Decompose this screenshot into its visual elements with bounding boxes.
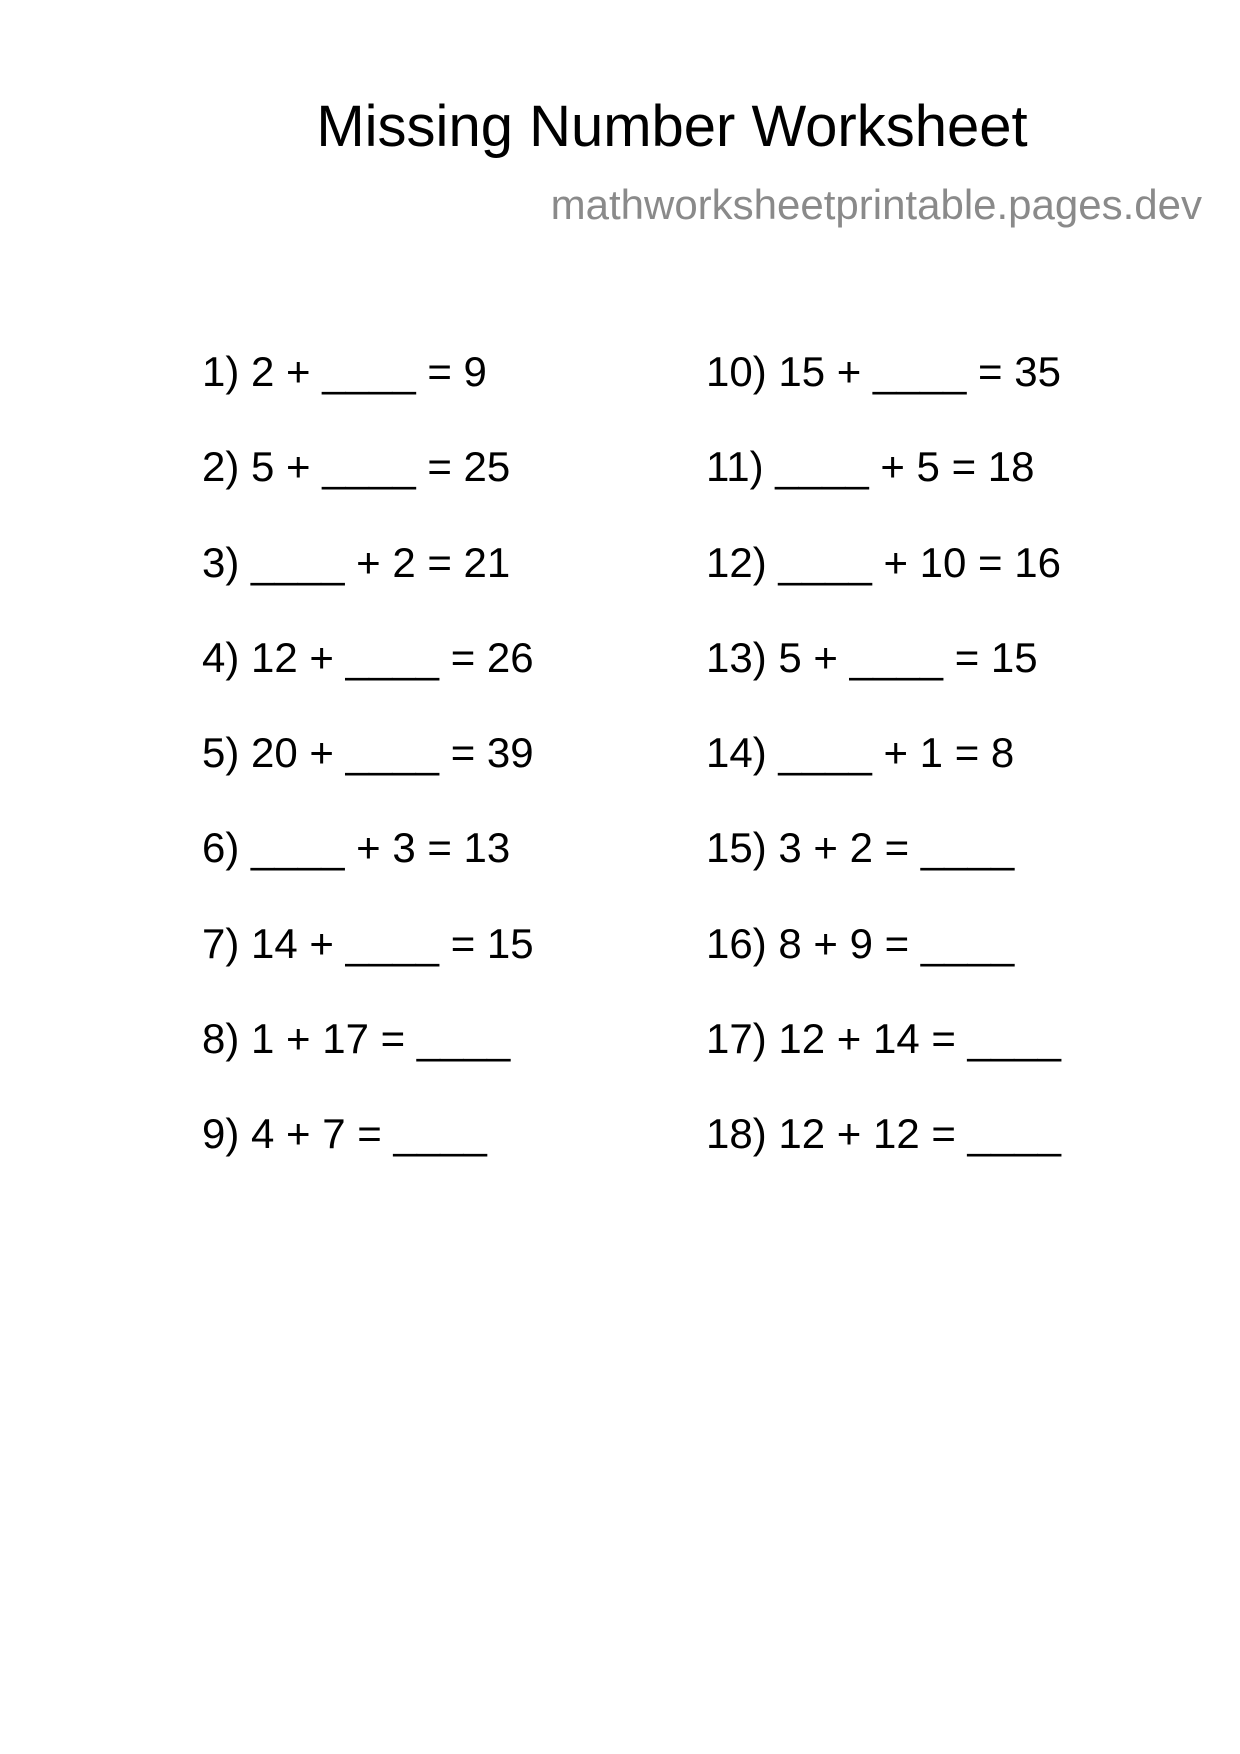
problem-8: 8) 1 + 17 = ____ <box>202 1015 511 1063</box>
problem-15: 15) 3 + 2 = ____ <box>706 824 1015 872</box>
problem-14: 14) ____ + 1 = 8 <box>706 729 1015 777</box>
problem-1: 1) 2 + ____ = 9 <box>202 348 487 395</box>
problem-5: 5) 20 + ____ = 39 <box>202 729 534 777</box>
problem-3: 3) ____ + 2 = 21 <box>202 538 511 586</box>
problem-6: 6) ____ + 3 = 13 <box>202 824 511 872</box>
problem-16: 16) 8 + 9 = ____ <box>706 919 1015 967</box>
problem-12: 12) ____ + 10 = 16 <box>706 538 1061 586</box>
problem-2: 2) 5 + ____ = 25 <box>202 443 511 491</box>
problem-4: 4) 12 + ____ = 26 <box>202 633 534 681</box>
problem-column-left <box>202 348 534 1209</box>
problem-13: 13) 5 + ____ = 15 <box>706 633 1038 681</box>
problem-11: 11) ____ + 5 = 18 <box>706 443 1035 491</box>
problem-17: 17) 12 + 14 = ____ <box>706 1015 1061 1063</box>
website-url: mathworksheetprintable.pages.dev <box>550 181 1202 228</box>
problem-7: 7) 14 + ____ = 15 <box>202 919 534 967</box>
problem-18: 18) 12 + 12 = ____ <box>706 1110 1061 1158</box>
worksheet-title: Missing Number Worksheet <box>316 94 1028 159</box>
problem-column-right <box>706 348 1061 1209</box>
problem-10: 10) 15 + ____ = 35 <box>706 348 1061 395</box>
problem-9: 9) 4 + 7 = ____ <box>202 1110 487 1158</box>
